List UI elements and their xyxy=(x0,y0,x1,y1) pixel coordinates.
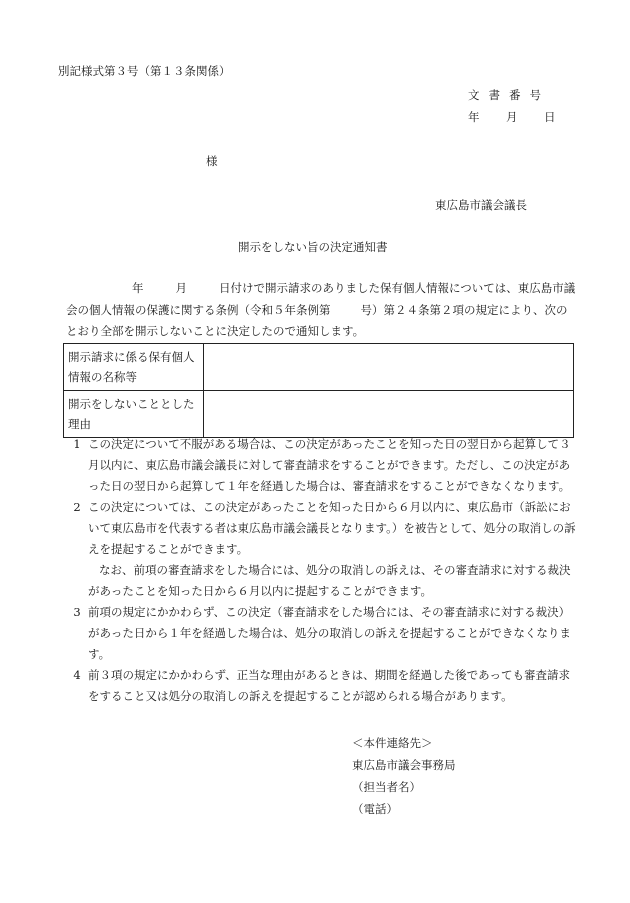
contact-block xyxy=(352,732,456,820)
intro-paragraph xyxy=(66,278,578,343)
note-text: 前項の規定にかかわらず、この決定（審査請求をした場合には、その審査請求に対する裁決）があった日から１年を経過した場合は、処分の取消しの訴えを提起することができなくなります。 xyxy=(88,605,571,661)
contact-phone: （電話） xyxy=(352,802,398,816)
notes-list xyxy=(66,434,578,707)
note-text: 前３項の規定にかかわらず、正当な理由があるときは、期間を経過した後であっても審査請求をすること又は処分の取消しの訴えを提起することが認められる場合があります。 xyxy=(88,668,570,703)
sender: 東広島市議会議長 xyxy=(435,198,527,212)
document-number-label: 文書番号 xyxy=(468,88,550,102)
note-item xyxy=(66,602,578,665)
note-number: 2 xyxy=(73,500,81,514)
addressee: 様 xyxy=(206,154,218,168)
note-text: なお、前項の審査請求をした場合には、処分の取消しの訴えは、その審査請求に対する裁決があったことを知った日から６月以内に提起することができます。 xyxy=(88,563,571,598)
note-number: 1 xyxy=(73,437,81,451)
note-number: 4 xyxy=(73,668,81,682)
document-title: 開示をしない旨の決定通知書 xyxy=(238,240,388,254)
note-item xyxy=(66,497,578,602)
table-row xyxy=(64,344,574,391)
table-value-reason xyxy=(204,391,574,438)
table-label-info-name: 開示請求に係る保有個人情報の名称等 xyxy=(64,344,204,391)
table-value-info-name xyxy=(204,344,574,391)
form-title: 別記様式第３号（第１３条関係） xyxy=(58,64,231,78)
intro-month: 月 xyxy=(175,281,187,295)
note-item xyxy=(66,665,578,707)
date-year: 年 xyxy=(468,110,480,124)
note-text: この決定について不服がある場合は、この決定があったことを知った日の翌日から起算して３月以内に、東広島市議会議長に対して審査請求をすることができます。ただし、この決定があった日の翌日から起算して１年を経過した場合は、審査請求をすることができなくなります。 xyxy=(88,437,571,493)
table-label-reason: 開示をしないこととした理由 xyxy=(64,391,204,438)
info-table xyxy=(63,343,574,438)
intro-text: 日付けで開示請求のありました保有個人情報については、東広島市議会の個人情報の保護に関する条例（令和５年条例第 xyxy=(66,281,576,317)
contact-office: 東広島市議会事務局 xyxy=(352,758,456,772)
table-row xyxy=(64,391,574,438)
intro-year: 年 xyxy=(132,281,144,295)
note-item xyxy=(66,434,578,497)
date-month: 月 xyxy=(506,110,518,124)
contact-heading: ＜本件連絡先＞ xyxy=(352,736,433,750)
intro-text-2: 号）第２４条第２項の規定により、次のとおり全部を開示しないことに決定したので通知します。 xyxy=(66,302,568,338)
date-line xyxy=(468,112,556,124)
note-text: この決定については、この決定があったことを知った日から６月以内に、東広島市（訴訟において東広島市を代表する者は東広島市議会議長となります。）を被告として、処分の取消しの訴えを提起することができます。 xyxy=(88,500,576,556)
note-number: 3 xyxy=(73,605,81,619)
date-day: 日 xyxy=(544,110,556,124)
contact-person: （担当者名） xyxy=(352,780,421,794)
